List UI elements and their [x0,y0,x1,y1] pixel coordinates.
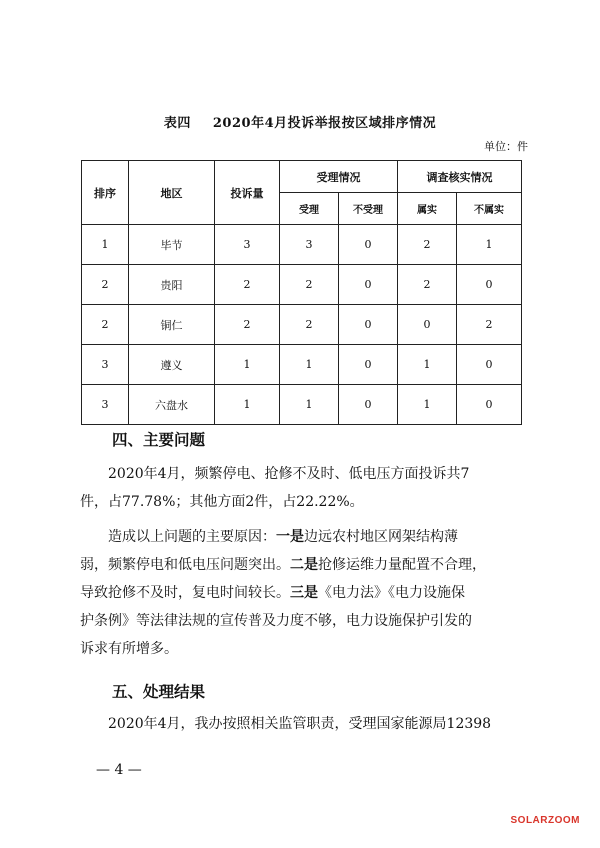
table-label: 表四 [163,116,191,131]
cell-not-accepted: 0 [339,225,398,265]
para2-bold-one: 一是 [276,529,304,545]
table-row [82,265,522,305]
table-unit: 单位：件 [484,140,528,153]
header-false: 不属实 [457,193,522,225]
table-row [82,345,522,385]
cell-false: 0 [457,385,522,425]
cell-accepted: 1 [280,345,339,385]
para2-text: 抢修运维力量配置不合理， [318,557,486,573]
section4-heading: 四、主要问题 [112,430,206,449]
header-not-accepted: 不受理 [339,193,398,225]
header-accepted: 受理 [280,193,339,225]
section4-para1-line2: 件，占77.78%；其他方面2件，占22.22%。 [80,494,364,510]
cell-true: 1 [398,345,457,385]
section5-heading: 五、处理结果 [112,682,206,701]
watermark-logo: SOLARZOOM [510,815,580,826]
table-row [82,385,522,425]
section4-para1 [80,460,524,516]
section4-para2-line1 [80,523,524,551]
cell-rank: 2 [82,305,129,345]
cell-true: 1 [398,385,457,425]
para2-text: 《电力法》《电力设施保 [318,585,465,601]
section4-para2-line5: 诉求有所增多。 [80,641,178,657]
table-row [82,305,522,345]
cell-count: 1 [215,385,280,425]
cell-not-accepted: 0 [339,385,398,425]
cell-region: 铜仁 [129,305,215,345]
para2-text: 导致抢修不及时，复电时间较长。 [80,585,290,601]
section4-para1-line1: 2020年4月，频繁停电、抢修不及时、低电压方面投诉共7 [108,466,470,482]
cell-rank: 2 [82,265,129,305]
table-title-text: 2020年4月投诉举报按区域排序情况 [212,116,437,131]
cell-accepted: 1 [280,385,339,425]
section5-para1 [80,710,524,738]
cell-rank: 3 [82,385,129,425]
cell-count: 2 [215,305,280,345]
header-true: 属实 [398,193,457,225]
header-count: 投诉量 [215,161,280,225]
para2-bold-three: 三是 [290,585,318,601]
cell-region: 六盘水 [129,385,215,425]
cell-not-accepted: 0 [339,265,398,305]
cell-not-accepted: 0 [339,345,398,385]
section4-para2-line3 [80,579,524,607]
cell-count: 2 [215,265,280,305]
cell-region: 遵义 [129,345,215,385]
section4-para2-line2 [80,551,524,579]
header-rank: 排序 [82,161,129,225]
cell-false: 1 [457,225,522,265]
cell-region: 毕节 [129,225,215,265]
page-number: — 4 — [96,762,142,778]
section4-para2 [80,523,524,663]
para2-text: 边远农村地区网架结构薄 [304,529,458,545]
cell-true: 0 [398,305,457,345]
cell-false: 0 [457,345,522,385]
para2-text: 弱，频繁停电和低电压问题突出。 [80,557,290,573]
cell-false: 2 [457,305,522,345]
cell-true: 2 [398,265,457,305]
section5-para1-line1: 2020年4月，我办按照相关监管职责，受理国家能源局12398 [108,716,492,732]
cell-count: 3 [215,225,280,265]
header-region: 地区 [129,161,215,225]
header-verify-group: 调查核实情况 [398,161,522,193]
table-header-row [82,161,522,193]
section4-para2-line4: 护条例》等法律法规的宣传普及力度不够，电力设施保护引发的 [80,613,472,629]
cell-true: 2 [398,225,457,265]
para2-bold-two: 二是 [290,557,318,573]
cell-rank: 3 [82,345,129,385]
cell-not-accepted: 0 [339,305,398,345]
cell-accepted: 2 [280,305,339,345]
para2-text: 造成以上问题的主要原因： [108,529,276,545]
header-accept-group: 受理情况 [280,161,398,193]
cell-rank: 1 [82,225,129,265]
table-row [82,225,522,265]
cell-accepted: 2 [280,265,339,305]
table-title [0,112,600,131]
cell-region: 贵阳 [129,265,215,305]
complaint-table [81,160,522,425]
cell-accepted: 3 [280,225,339,265]
cell-false: 0 [457,265,522,305]
cell-count: 1 [215,345,280,385]
